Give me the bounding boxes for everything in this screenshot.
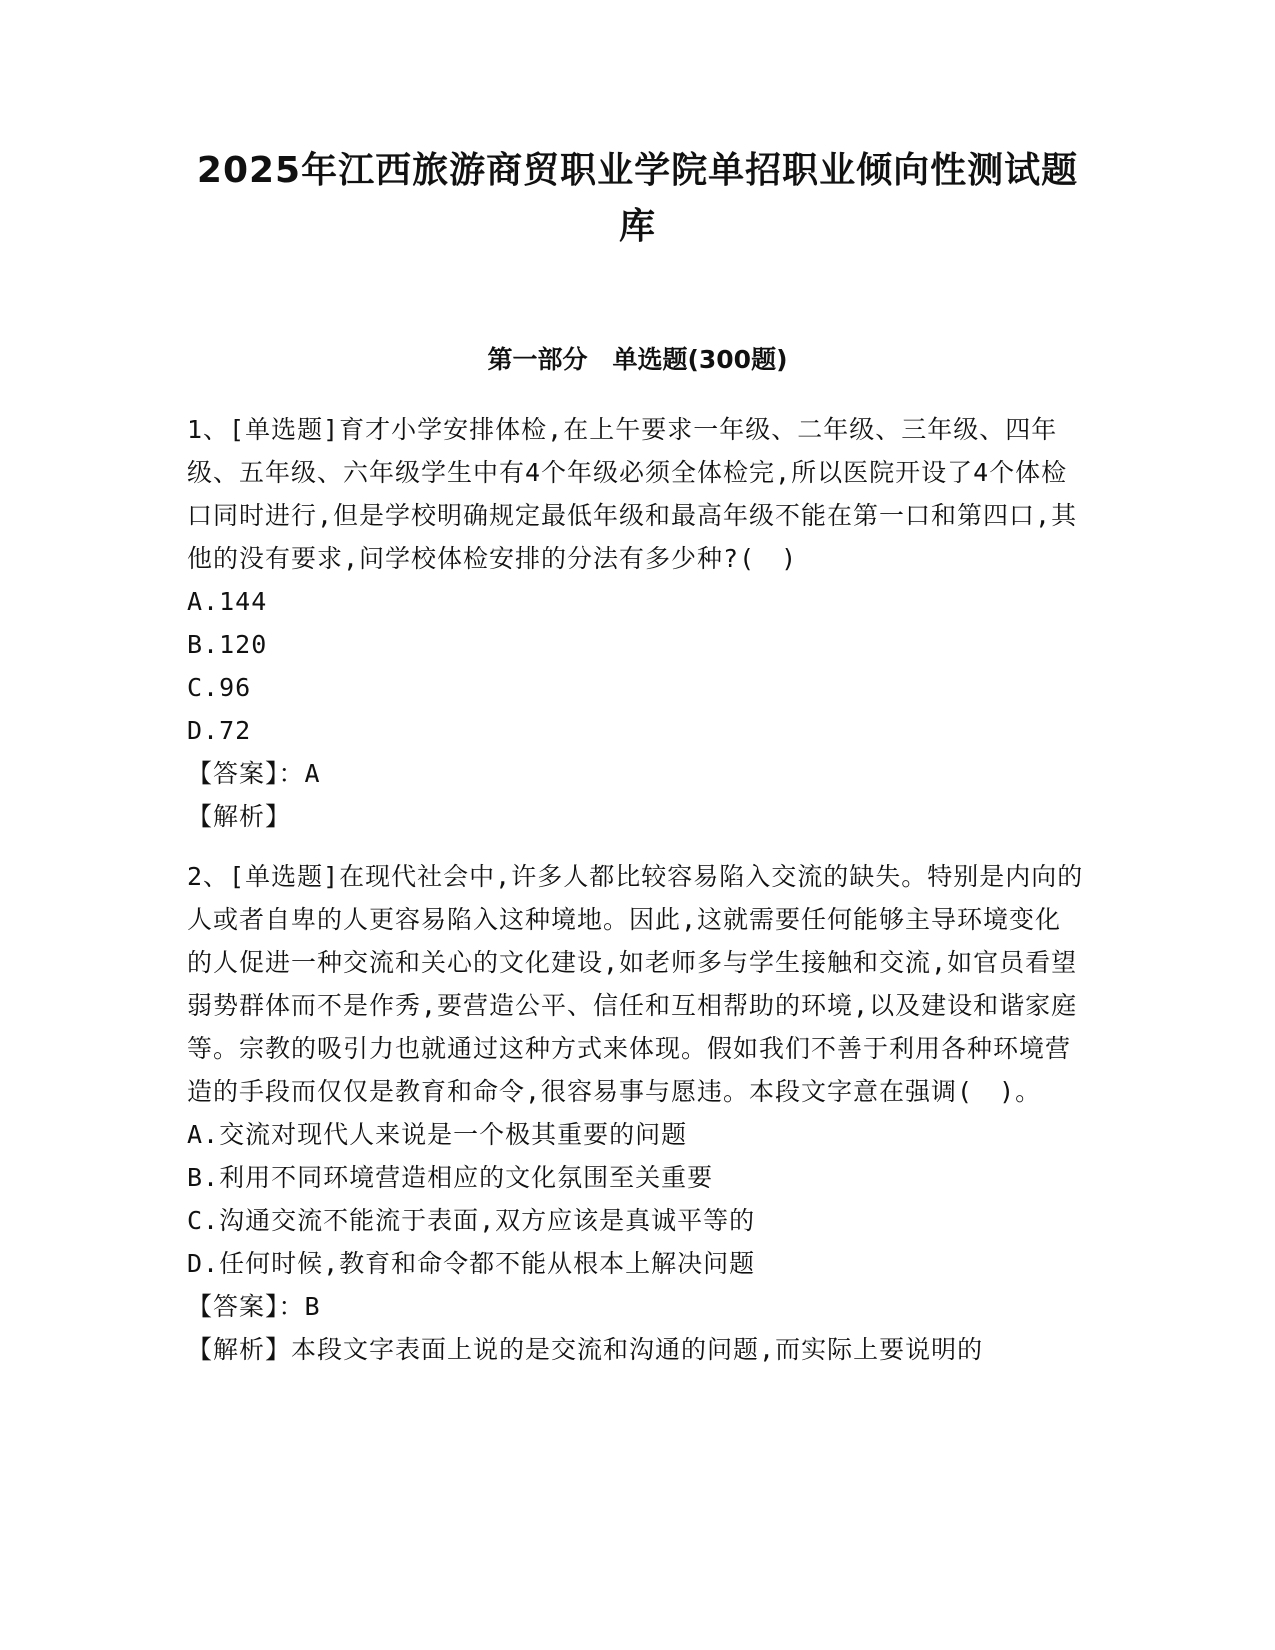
answer-label: 【答案】： [187, 759, 305, 788]
answer-value: A [304, 759, 321, 788]
analysis-line [187, 795, 1087, 838]
answer-line [187, 752, 1087, 795]
answer-label: 【答案】： [187, 1292, 305, 1321]
option-d: D.任何时候,教育和命令都不能从根本上解决问题 [187, 1249, 756, 1278]
option-c: C.96 [187, 673, 252, 702]
option-c: C.沟通交流不能流于表面,双方应该是真诚平等的 [187, 1206, 756, 1235]
option-a: A.交流对现代人来说是一个极其重要的问题 [187, 1120, 688, 1149]
question-stem: 2、[单选题]在现代社会中,许多人都比较容易陷入交流的缺失。特别是内向的人或者自卑的人更容易陷入这种境地。因此,这就需要任何能够主导环境变化的人促进一种交流和关心的文化建设,如老师多与学生接触和交流,如官员看望弱势群体而不是作秀,要营造公平、信任和互相帮助的环境,以及建设和谐家庭等。宗教的吸引力也就通过这种方式来体现。假如我们不善于利用各种环境营造的手段而仅仅是教育和命令,很容易事与愿违。本段文字意在强调( )。 [187, 862, 1084, 1106]
option-d: D.72 [187, 716, 252, 745]
option-b: B.120 [187, 630, 268, 659]
document-title-line1: 2025年江西旅游商贸职业学院单招职业倾向性测试题 [196, 150, 1079, 191]
analysis-label: 【解析】 [187, 802, 292, 831]
document-title [180, 143, 1095, 255]
question-2 [187, 855, 1087, 1371]
question-1 [187, 408, 1087, 838]
question-stem: 1、[单选题]育才小学安排体检,在上午要求一年级、二年级、三年级、四年级、五年级、六年级学生中有4个年级必须全体检完,所以医院开设了4个体检口同时进行,但是学校明确规定最低年级和最高年级不能在第一口和第四口,其他的没有要求,问学校体检安排的分法有多少种?( ) [187, 415, 1078, 573]
question-list [187, 408, 1087, 1388]
analysis-text: 本段文字表面上说的是交流和沟通的问题,而实际上要说明的 [291, 1335, 984, 1364]
document-title-line2: 库 [618, 206, 656, 247]
option-a: A.144 [187, 587, 268, 616]
section-title: 第一部分 单选题(300题) [487, 345, 788, 374]
answer-line [187, 1285, 1087, 1328]
analysis-line [187, 1328, 1087, 1371]
option-b: B.利用不同环境营造相应的文化氛围至关重要 [187, 1163, 714, 1192]
answer-value: B [304, 1292, 321, 1321]
analysis-label: 【解析】 [187, 1335, 292, 1364]
